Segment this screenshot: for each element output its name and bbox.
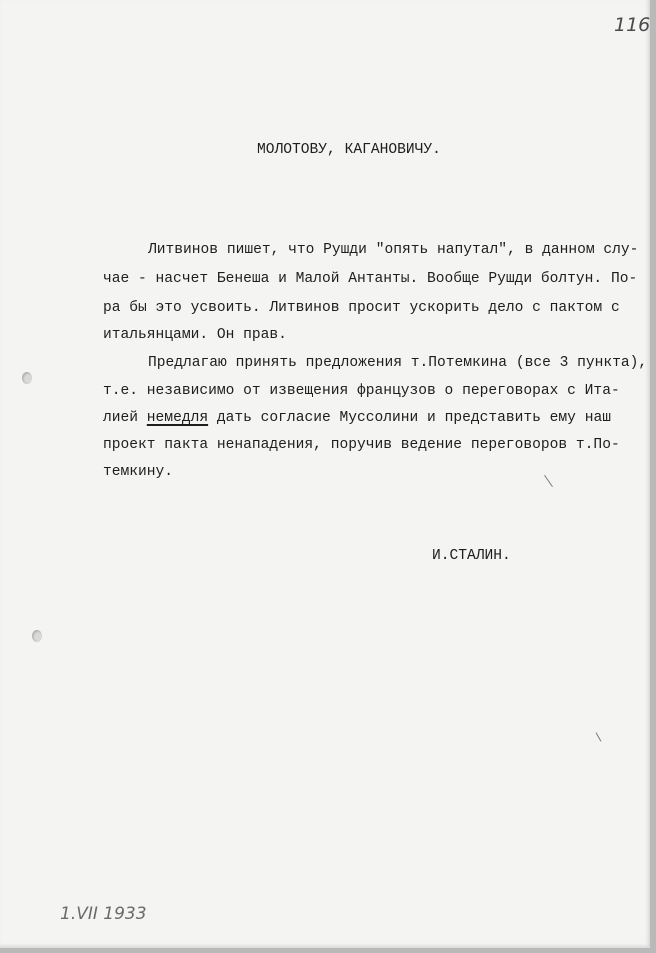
- pen-mark: [596, 732, 602, 741]
- paragraph-2-line: темкину.: [103, 464, 174, 480]
- paragraph-2-line: т.е. независимо от извещения французов о переговорах с Ита-: [103, 383, 620, 399]
- paragraph-1-line: Литвинов пишет, что Рушди "опять напутал", в данном слу-: [148, 242, 639, 258]
- paragraph-2-line: Предлагаю принять предложения т.Потемкина (все 3 пункта),: [148, 355, 648, 371]
- paragraph-2-text: лией: [103, 410, 139, 426]
- page-number: 116: [614, 14, 651, 36]
- paragraph-1-line: итальянцами. Он прав.: [103, 327, 287, 343]
- handwritten-date: 1.VII 1933: [60, 904, 147, 924]
- paragraph-2-line: проект пакта ненападения, поручив ведение переговоров т.По-: [103, 437, 620, 453]
- punch-hole-top: [22, 372, 32, 384]
- paragraph-2-text: дать согласие Муссолини и представить ему наш: [216, 410, 611, 426]
- paragraph-2-line: [103, 410, 611, 426]
- pen-mark: [544, 475, 553, 487]
- addressee-heading: МОЛОТОВУ, КАГАНОВИЧУ.: [257, 142, 441, 158]
- paragraph-1-line: ра бы это усвоить. Литвинов просит ускорить дело с пактом с: [103, 300, 620, 316]
- underlined-word: немедля: [146, 410, 209, 426]
- paragraph-1-line: чае - насчет Бенеша и Малой Антанты. Вообще Рушди болтун. По-: [103, 271, 638, 287]
- signature: И.СТАЛИН.: [432, 548, 511, 564]
- punch-hole-bottom: [32, 630, 42, 642]
